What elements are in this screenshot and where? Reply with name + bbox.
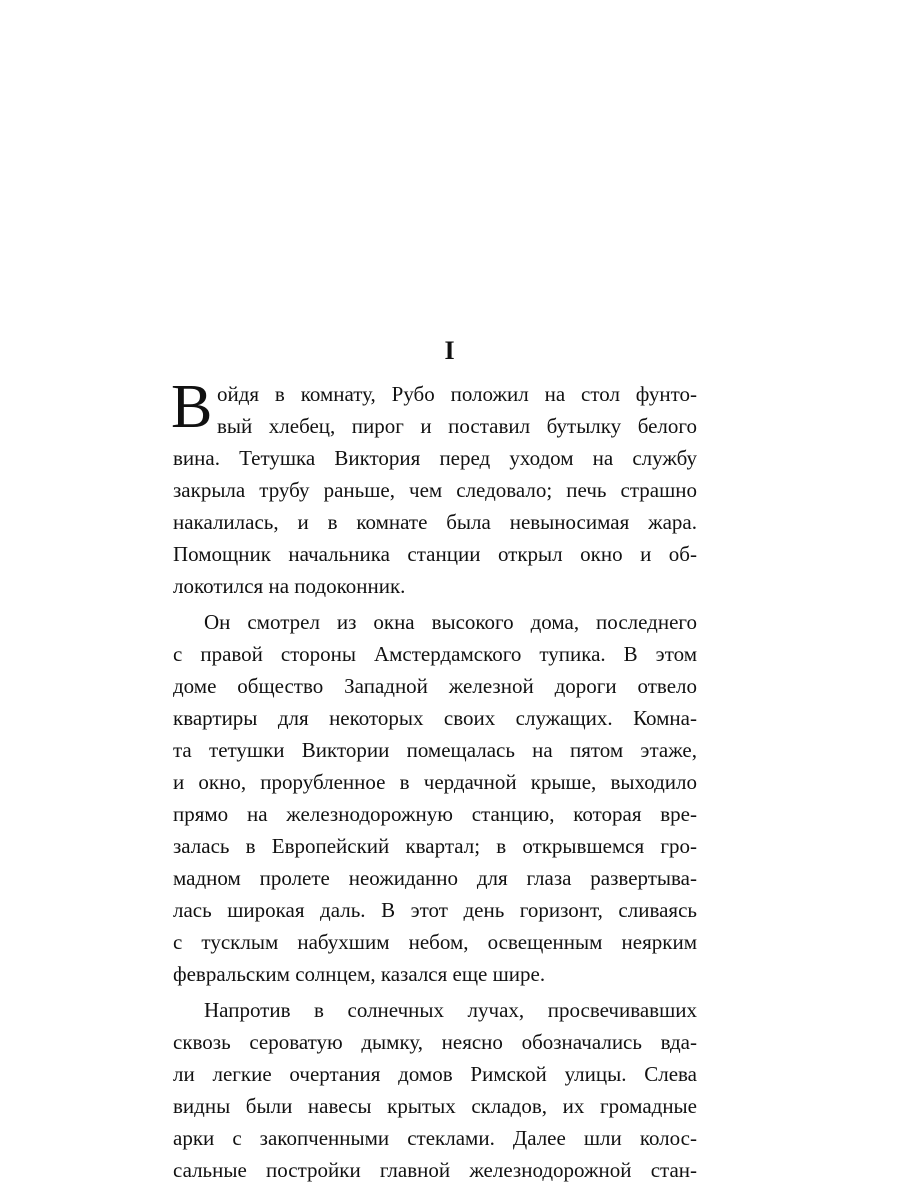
paragraph-line: вый хлебец, пирог и поставил бутылку белого (217, 414, 697, 438)
chapter-number: I (444, 336, 456, 365)
paragraph-line: квартиры для некоторых своих служащих. Комна- (173, 706, 697, 730)
paragraph-line: февральским солнцем, казался еще шире. (173, 962, 546, 986)
paragraph-line: сквозь сероватую дымку, неясно обозначались вда- (173, 1030, 697, 1054)
paragraph-line: ойдя в комнату, Рубо положил на стол фунто- (217, 382, 697, 406)
paragraph-line: с тусклым набухшим небом, освещенным неярким (173, 930, 697, 954)
paragraph-line: сальные постройки главной железнодорожной стан- (173, 1158, 697, 1182)
paragraph-line: с правой стороны Амстердамского тупика. В этом (173, 642, 697, 666)
body-text (171, 373, 697, 1186)
paragraph-line: видны были навесы крытых складов, их громадные (173, 1094, 697, 1118)
paragraph-line: и окно, прорубленное в чердачной крыше, выходило (173, 770, 697, 794)
paragraph-line: мадном пролете неожиданно для глаза развертыва- (173, 866, 697, 890)
paragraph-line: прямо на железнодорожную станцию, которая вре- (173, 802, 697, 826)
paragraph-line: накалилась, и в комнате была невыносимая жара. (173, 510, 697, 534)
paragraph-3 (173, 994, 697, 1186)
paragraph-line: Он смотрел из окна высокого дома, последнего (204, 610, 697, 634)
paragraph-line: вина. Тетушка Виктория перед уходом на службу (173, 446, 697, 470)
paragraph-line: залась в Европейский квартал; в открывшемся гро- (173, 834, 697, 858)
drop-cap: В (171, 373, 213, 441)
paragraph-line: локотился на подоконник. (173, 574, 406, 598)
paragraph-line: арки с закопченными стеклами. Далее шли колос- (173, 1126, 697, 1150)
paragraph-line: закрыла трубу раньше, чем следовало; печь страшно (173, 478, 697, 502)
paragraph-line: Помощник начальника станции открыл окно и об- (173, 542, 697, 566)
paragraph-line: та тетушки Виктории помещалась на пятом этаже, (173, 738, 697, 762)
paragraph-line: доме общество Западной железной дороги отвело (173, 674, 697, 698)
paragraph-line: Напротив в солнечных лучах, просвечивавших (204, 998, 697, 1022)
paragraph-1 (171, 373, 697, 602)
paragraph-line: лась широкая даль. В этот день горизонт, сливаясь (173, 898, 697, 922)
paragraph-line: ли легкие очертания домов Римской улицы. Слева (173, 1062, 697, 1086)
paragraph-2 (173, 606, 697, 990)
